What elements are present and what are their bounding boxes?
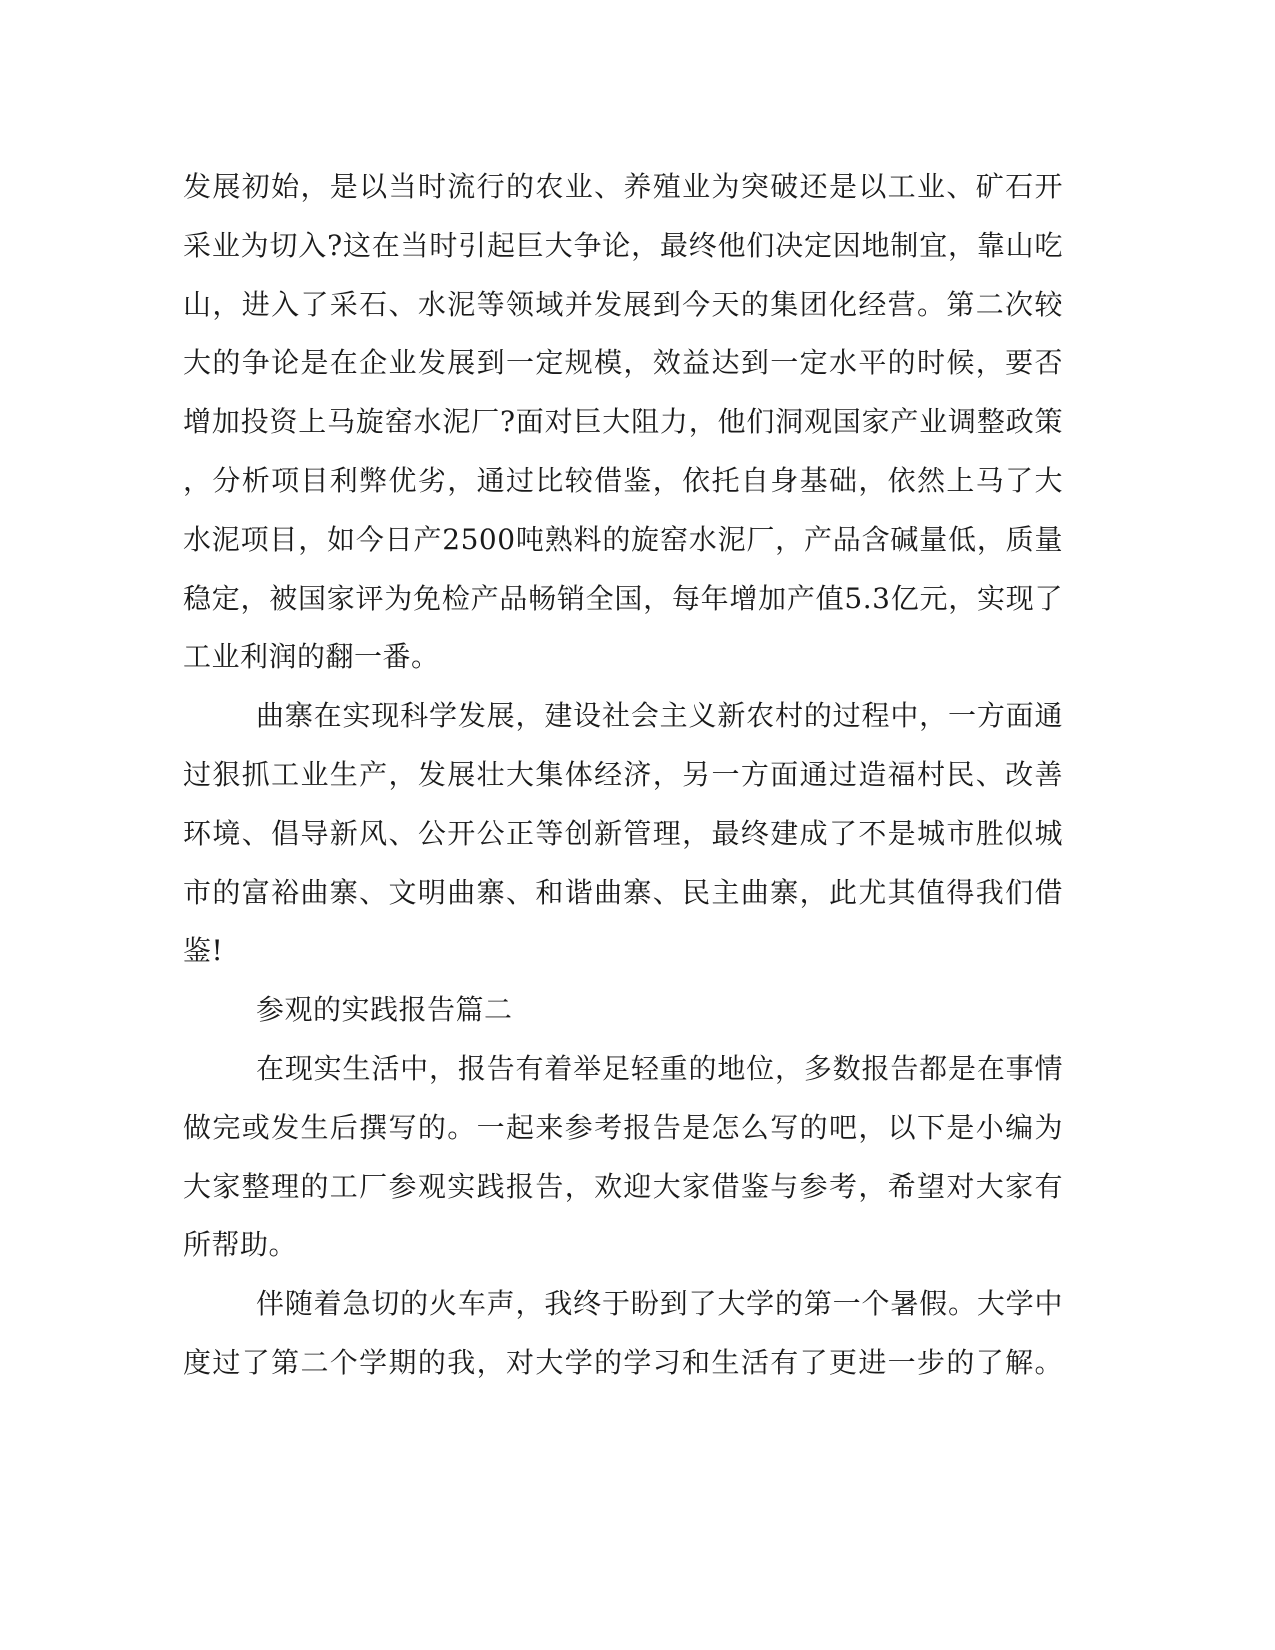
- paragraph: [183, 687, 1063, 981]
- text-line: 山，进入了采石、水泥等领域并发展到今天的集团化经营。第二次较: [183, 287, 1063, 321]
- text-line: 市的富裕曲寨、文明曲寨、和谐曲寨、民主曲寨，此尤其值得我们借: [183, 875, 1063, 909]
- section-heading: [183, 981, 1063, 1040]
- text-line: 过狠抓工业生产，发展壮大集体经济，另一方面通过造福村民、改善: [183, 757, 1063, 791]
- heading-text: 参观的实践报告篇二: [256, 993, 513, 1027]
- text-line: 工业利润的翻一番。: [183, 640, 440, 674]
- text-line: ，分析项目利弊优劣，通过比较借鉴，依托自身基础，依然上马了大: [183, 463, 1063, 497]
- text-line: 伴随着急切的火车声，我终于盼到了大学的第一个暑假。大学中: [256, 1287, 1063, 1321]
- text-line: 做完或发生后撰写的。一起来参考报告是怎么写的吧，以下是小编为: [183, 1110, 1063, 1144]
- paragraph: [183, 1040, 1063, 1275]
- text-line: 采业为切入?这在当时引起巨大争论，最终他们决定因地制宜，靠山吃: [183, 228, 1063, 262]
- document-body: [183, 158, 1063, 1393]
- text-line: 度过了第二个学期的我，对大学的学习和生活有了更进一步的了解。: [183, 1345, 1063, 1379]
- text-line: 大的争论是在企业发展到一定规模，效益达到一定水平的时候，要否: [183, 346, 1063, 380]
- text-line: 所帮助。: [183, 1228, 298, 1262]
- text-line: 水泥项目，如今日产2500吨熟料的旋窑水泥厂，产品含碱量低，质量: [183, 522, 1063, 556]
- paragraph: [183, 1275, 1063, 1393]
- text-line: 增加投资上马旋窑水泥厂?面对巨大阻力，他们洞观国家产业调整政策: [183, 405, 1063, 439]
- text-line: 稳定，被国家评为免检产品畅销全国，每年增加产值5.3亿元，实现了: [183, 581, 1063, 615]
- text-line: 大家整理的工厂参观实践报告，欢迎大家借鉴与参考，希望对大家有: [183, 1169, 1063, 1203]
- text-line: 发展初始，是以当时流行的农业、养殖业为突破还是以工业、矿石开: [183, 170, 1063, 203]
- text-line: 曲寨在实现科学发展，建设社会主义新农村的过程中，一方面通: [256, 699, 1063, 733]
- text-line: 环境、倡导新风、公开公正等创新管理，最终建成了不是城市胜似城: [183, 816, 1063, 850]
- paragraph: [183, 158, 1063, 687]
- text-line: 在现实生活中，报告有着举足轻重的地位，多数报告都是在事情: [256, 1051, 1063, 1085]
- text-line: 鉴!: [183, 934, 224, 968]
